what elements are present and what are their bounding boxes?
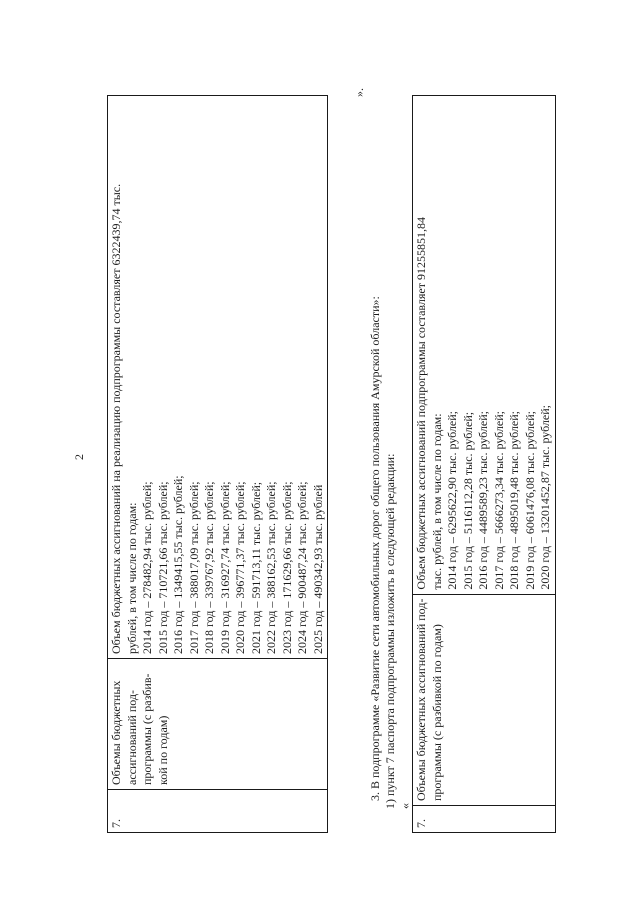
value-line: 2023 год – 171629,66 тыс. рублей; [279, 481, 294, 654]
value-line: 2016 год – 4489589,23 тыс. рублей; [476, 410, 490, 590]
value-line: 2018 год – 4895019,48 тыс. рублей; [507, 410, 521, 590]
row-name-line: Объемы бюджетных [109, 680, 123, 785]
row-name-line: программы (с разбивкой по годам) [429, 624, 444, 801]
row-number: 7. [108, 790, 328, 833]
row-name-line: кой по годам) [155, 715, 170, 785]
row-name-cell [413, 594, 556, 805]
value-line: 2018 год – 339767,92 тыс. рублей; [202, 481, 216, 654]
value-line: Объем бюджетных ассигнований подпрограммы составляет 91255851,84 [414, 217, 428, 590]
page-number: 2 [72, 454, 86, 460]
table-row [413, 96, 556, 833]
open-quote: « [398, 803, 412, 809]
item-line: 1) пункт 7 паспорта подпрограммы изложить в следующей редакции: [383, 453, 397, 809]
closing-quote: ». [352, 88, 366, 97]
row-name-line: ассигнований под- [124, 689, 139, 785]
value-line: 2015 год – 710721,66 тыс. рублей; [155, 481, 170, 654]
table-row [108, 96, 328, 833]
row-value-cell [413, 96, 556, 595]
value-line: 2021 год – 591713,11 тыс. рублей; [248, 481, 263, 654]
value-line: 2020 год – 13201452,87 тыс. рублей; [538, 404, 552, 590]
value-line: 2017 год – 5666273,34 тыс. рублей; [491, 410, 506, 590]
section-heading: 3. В подпрограмме «Развитие сети автомобильных дорог общего пользования Амурской области»: [368, 296, 382, 801]
row-value-cell [108, 96, 328, 659]
value-line: рублей, в том числе по годам: [124, 502, 139, 654]
funding-table-previous [107, 95, 328, 833]
row-name-cell [108, 659, 328, 790]
value-line: тыс. рублей, в том числе по годам: [429, 413, 444, 590]
value-line: Объем бюджетных ассигнований на реализацию подпрограммы составляет 6322439,74 тыс. [109, 183, 123, 654]
value-line: 2020 год – 396771,37 тыс. рублей; [233, 481, 247, 654]
value-line: 2014 год – 6295622,90 тыс. рублей; [445, 410, 459, 590]
row-number: 7. [413, 806, 556, 833]
value-line: 2019 год – 6061476,08 тыс. рублей; [522, 410, 537, 590]
funding-table-new [412, 95, 556, 833]
value-line: 2025 год – 490342,93 тыс. рублей [310, 484, 325, 654]
value-line: 2019 год – 316927,74 тыс. рублей; [217, 481, 232, 654]
value-line: 2017 год – 388017,09 тыс. рублей; [186, 481, 201, 654]
value-line: 2024 год – 900487,24 тыс. рублей; [295, 481, 309, 654]
row-name-line: программы (с разбив- [140, 673, 154, 785]
value-line: 2016 год – 1349415,55 тыс. рублей; [171, 475, 185, 654]
value-line: 2022 год – 388162,53 тыс. рублей; [264, 481, 278, 654]
row-name-line: Объемы бюджетных ассигнований под- [414, 598, 428, 801]
value-line: 2014 год – 278482,94 тыс. рублей; [140, 481, 154, 654]
value-line: 2015 год – 5116112,28 тыс. рублей; [460, 411, 475, 590]
